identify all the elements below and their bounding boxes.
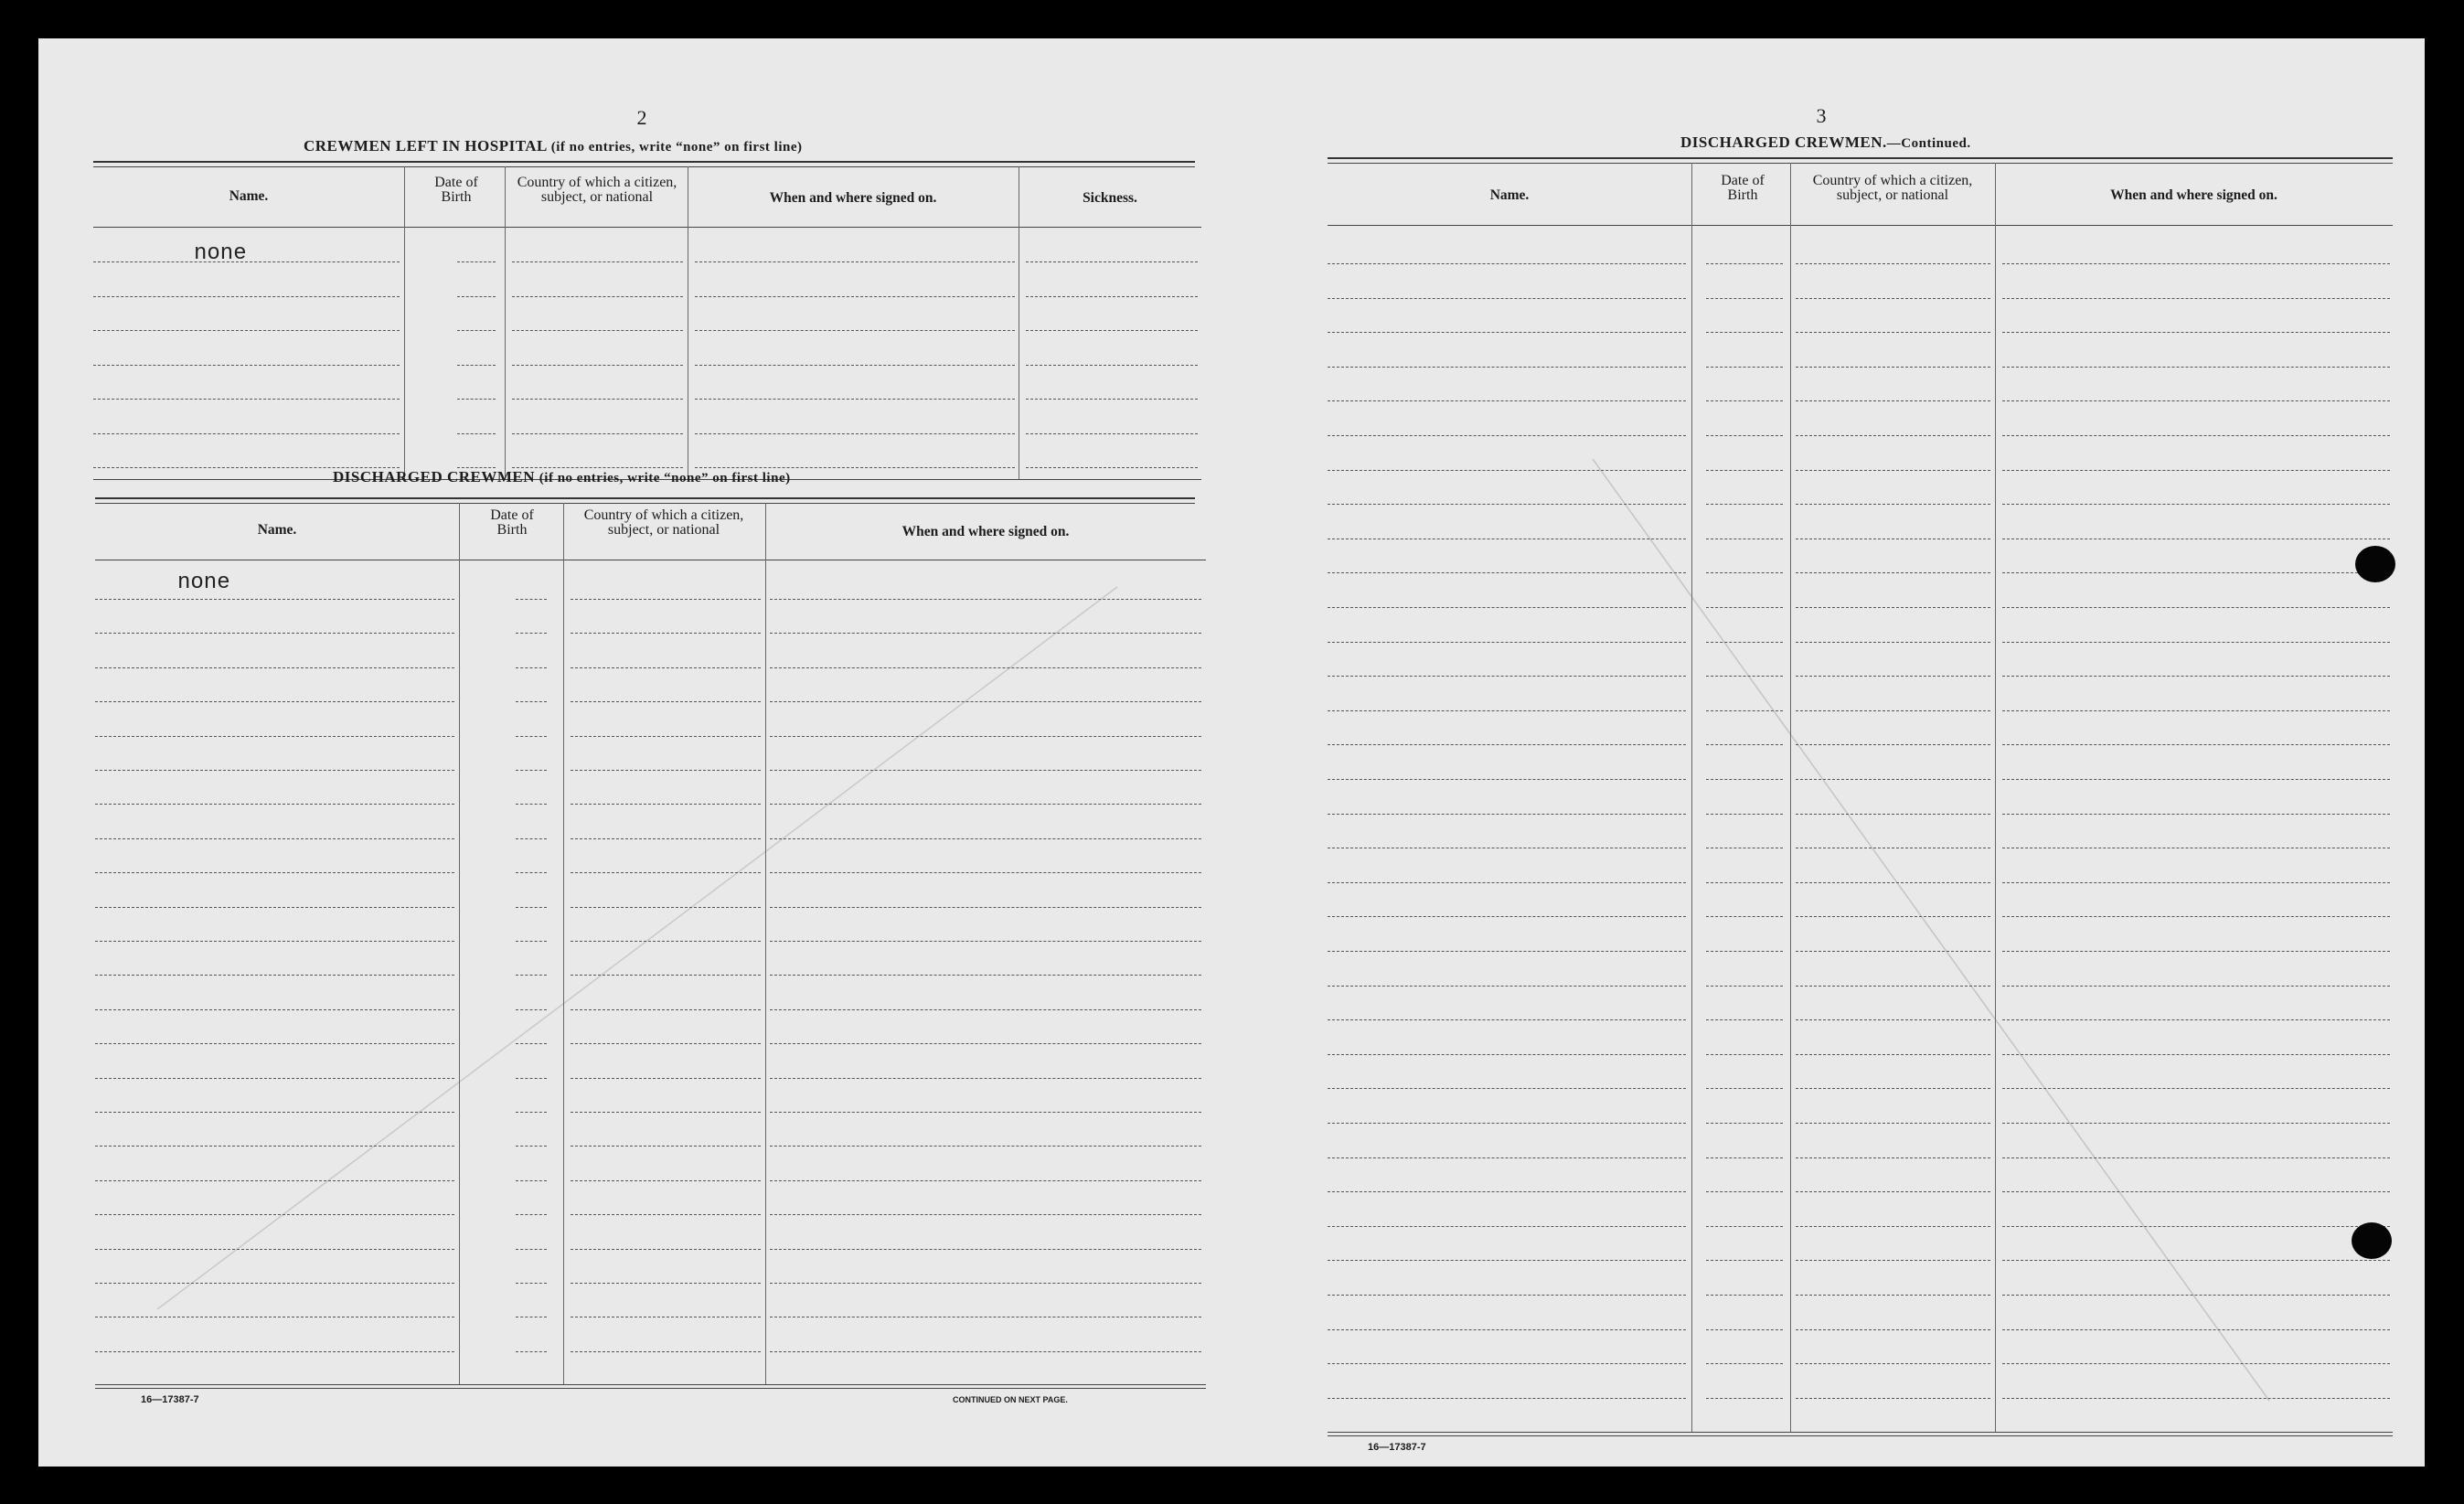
ruled-line <box>1706 400 1783 401</box>
ruled-line <box>457 296 496 297</box>
ruled-line <box>1706 642 1783 643</box>
hospital-title-note: (if no entries, write “none” on first line) <box>550 140 803 155</box>
ruled-line <box>770 1180 1201 1181</box>
ruled-line <box>2002 1191 2390 1192</box>
ruled-line <box>1328 504 1686 505</box>
ruled-line <box>571 667 761 668</box>
ruled-line <box>2002 504 2390 505</box>
ruled-line <box>1796 1019 1990 1020</box>
ruled-line <box>571 1009 761 1010</box>
ruled-line <box>2002 1123 2390 1124</box>
ruled-line <box>1796 572 1990 573</box>
ruled-line <box>1796 504 1990 505</box>
ruled-line <box>2002 1157 2390 1158</box>
ruled-line <box>2002 1088 2390 1089</box>
discharged-entry-name: none <box>177 571 230 595</box>
ruled-line <box>95 1112 454 1113</box>
ruled-line <box>1796 744 1990 745</box>
ruled-line <box>1328 572 1686 573</box>
ruled-line <box>95 941 454 942</box>
ruled-line <box>516 1351 547 1352</box>
ruled-line <box>1328 1398 1686 1399</box>
ruled-line <box>1026 365 1198 366</box>
ruled-line <box>516 633 547 634</box>
ruled-line <box>95 804 454 805</box>
ruled-line <box>95 1009 454 1010</box>
ruled-line <box>516 1180 547 1181</box>
ruled-line <box>1328 779 1686 780</box>
punch-hole <box>2352 1222 2392 1259</box>
left-page <box>38 38 1181 1467</box>
ruled-line <box>1796 1295 1990 1296</box>
hospital-col-sickness: Sickness. <box>1083 190 1137 206</box>
ruled-line <box>2002 1329 2390 1330</box>
ruled-line <box>457 330 496 331</box>
ruled-line <box>2002 951 2390 952</box>
ruled-line <box>516 838 547 839</box>
ruled-line <box>1796 779 1990 780</box>
ruled-line <box>1706 1329 1783 1330</box>
ruled-line <box>1796 470 1990 471</box>
ruled-line <box>93 365 400 366</box>
ruled-line <box>1796 367 1990 368</box>
ruled-line <box>512 296 683 297</box>
ruled-line <box>1796 1054 1990 1055</box>
ruled-line <box>2002 642 2390 643</box>
right-title-suffix: —Continued. <box>1886 136 1971 151</box>
ruled-line <box>2002 986 2390 987</box>
ruled-line <box>1796 951 1990 952</box>
ruled-line <box>1328 1157 1686 1158</box>
ruled-line <box>571 701 761 702</box>
ruled-line <box>512 330 683 331</box>
ruled-line <box>1706 951 1783 952</box>
discharged-col-name: Name. <box>257 522 297 538</box>
ruled-line <box>1328 1123 1686 1124</box>
ruled-line <box>1796 435 1990 436</box>
ruled-line <box>571 770 761 771</box>
ruled-line <box>1328 1295 1686 1296</box>
ruled-line <box>571 1112 761 1113</box>
ruled-line <box>1328 332 1686 333</box>
ruled-line <box>457 433 496 434</box>
ruled-line <box>571 1249 761 1250</box>
ruled-line <box>95 975 454 976</box>
ruled-line <box>95 736 454 737</box>
ruled-line <box>1706 676 1783 677</box>
ruled-line <box>2002 1019 2390 1020</box>
ruled-line <box>2002 779 2390 780</box>
ruled-line <box>516 1078 547 1079</box>
ruled-line <box>2002 1398 2390 1399</box>
ruled-line <box>695 330 1015 331</box>
ruled-line <box>1706 332 1783 333</box>
discharged-title-text: DISCHARGED CREWMEN <box>333 468 536 485</box>
ruled-line <box>1026 433 1198 434</box>
ruled-line <box>770 736 1201 737</box>
ruled-line <box>1706 504 1783 505</box>
ruled-line <box>1706 1191 1783 1192</box>
ruled-line <box>571 1146 761 1147</box>
ruled-line <box>95 1180 454 1181</box>
ruled-line <box>770 1283 1201 1284</box>
ruled-line <box>2002 400 2390 401</box>
ruled-line <box>571 975 761 976</box>
ruled-line <box>571 872 761 873</box>
ruled-line <box>571 1283 761 1284</box>
ruled-line <box>95 872 454 873</box>
ruled-line <box>516 667 547 668</box>
ruled-line <box>1796 676 1990 677</box>
ruled-line <box>516 1112 547 1113</box>
ruled-line <box>516 1146 547 1147</box>
hospital-col-country: Country of which a citizen, subject, or national <box>517 175 677 205</box>
ruled-line <box>95 838 454 839</box>
ruled-line <box>1026 261 1198 262</box>
hospital-title-text: CREWMEN LEFT IN HOSPITAL <box>304 137 547 155</box>
discharged-title-note: (if no entries, write “none” on first line) <box>539 471 791 485</box>
page-number: 3 <box>1816 104 1827 127</box>
ruled-line <box>770 1043 1201 1044</box>
ruled-line <box>1328 676 1686 677</box>
ruled-line <box>1026 296 1198 297</box>
ruled-line <box>1796 1260 1990 1261</box>
ruled-line <box>2002 814 2390 815</box>
ruled-line <box>516 701 547 702</box>
ruled-line <box>1328 916 1686 917</box>
ruled-line <box>770 1146 1201 1147</box>
ruled-line <box>516 975 547 976</box>
ruled-line <box>571 1078 761 1079</box>
ruled-line <box>770 667 1201 668</box>
ruled-line <box>1706 814 1783 815</box>
ruled-line <box>1328 263 1686 264</box>
ruled-line <box>2002 263 2390 264</box>
ruled-line <box>770 701 1201 702</box>
ruled-line <box>770 1009 1201 1010</box>
ruled-line <box>770 770 1201 771</box>
ruled-line <box>2002 1054 2390 1055</box>
right-section-title <box>1680 133 1971 152</box>
ruled-line <box>1796 263 1990 264</box>
ruled-line <box>770 941 1201 942</box>
ruled-line <box>770 599 1201 600</box>
ruled-line <box>571 838 761 839</box>
hospital-section-title <box>304 137 803 155</box>
ruled-line <box>2002 744 2390 745</box>
ruled-line <box>1328 1019 1686 1020</box>
ruled-line <box>1706 710 1783 711</box>
ruled-line <box>95 907 454 908</box>
ruled-line <box>1796 298 1990 299</box>
ruled-line <box>1796 710 1990 711</box>
ruled-line <box>1706 986 1783 987</box>
ruled-line <box>1796 1398 1990 1399</box>
ruled-line <box>770 1112 1201 1113</box>
ruled-line <box>1796 814 1990 815</box>
discharged-col-dob: Date of Birth <box>490 507 534 538</box>
ruled-line <box>1706 916 1783 917</box>
ruled-line <box>1706 1019 1783 1020</box>
discharged-col-country: Country of which a citizen, subject, or national <box>583 507 744 538</box>
ruled-line <box>2002 1295 2390 1296</box>
ruled-line <box>1328 744 1686 745</box>
ruled-line <box>1796 1191 1990 1192</box>
ruled-line <box>1328 1088 1686 1089</box>
ruled-line <box>516 872 547 873</box>
ruled-line <box>2002 710 2390 711</box>
hospital-col-dob: Date of Birth <box>434 175 478 205</box>
ruled-line <box>1328 986 1686 987</box>
ruled-line <box>770 838 1201 839</box>
ruled-line <box>95 1283 454 1284</box>
ruled-line <box>571 1351 761 1352</box>
ruled-line <box>1328 470 1686 471</box>
discharged-col-signed-on: When and where signed on. <box>901 524 1070 539</box>
hospital-col-signed-on: When and where signed on. <box>769 190 937 206</box>
ruled-line <box>93 296 400 297</box>
ruled-line <box>516 804 547 805</box>
discharged-section-title <box>333 468 791 486</box>
ruled-line <box>1706 298 1783 299</box>
ruled-line <box>571 907 761 908</box>
continued-note: CONTINUED ON NEXT PAGE. <box>953 1395 1068 1404</box>
ruled-line <box>1796 986 1990 987</box>
ruled-line <box>95 1078 454 1079</box>
ruled-line <box>512 261 683 262</box>
ruled-line <box>1706 1088 1783 1089</box>
ruled-line <box>516 1043 547 1044</box>
right-page <box>1282 38 2425 1467</box>
ruled-line <box>516 1283 547 1284</box>
ruled-line <box>1328 435 1686 436</box>
ruled-line <box>1328 1329 1686 1330</box>
ruled-line <box>2002 367 2390 368</box>
ruled-line <box>770 1351 1201 1352</box>
ruled-line <box>1706 1226 1783 1227</box>
ruled-line <box>1796 1157 1990 1158</box>
ruled-line <box>1026 330 1198 331</box>
ruled-line <box>695 433 1015 434</box>
ruled-line <box>516 599 547 600</box>
ruled-line <box>1796 1123 1990 1124</box>
ruled-line <box>1796 1363 1990 1364</box>
ruled-line <box>1796 607 1990 608</box>
right-col-signed-on: When and where signed on. <box>2110 187 2277 203</box>
ruled-line <box>1026 399 1198 400</box>
ruled-line <box>95 1214 454 1215</box>
ruled-line <box>1328 1054 1686 1055</box>
ruled-line <box>95 770 454 771</box>
ruled-line <box>571 633 761 634</box>
ruled-line <box>2002 435 2390 436</box>
ruled-line <box>1706 1398 1783 1399</box>
ruled-line <box>93 330 400 331</box>
page-number: 2 <box>636 106 647 129</box>
ruled-line <box>1706 470 1783 471</box>
ruled-line <box>1796 916 1990 917</box>
ruled-line <box>1706 779 1783 780</box>
ruled-line <box>93 399 400 400</box>
ruled-line <box>1328 298 1686 299</box>
ruled-line <box>1706 572 1783 573</box>
ruled-line <box>95 701 454 702</box>
ruled-line <box>1706 882 1783 883</box>
ruled-line <box>695 261 1015 262</box>
ruled-line <box>1328 367 1686 368</box>
ruled-line <box>1796 400 1990 401</box>
right-col-country: Country of which a citizen, subject, or national <box>1812 173 1973 203</box>
ruled-line <box>1796 882 1990 883</box>
ruled-line <box>1706 1260 1783 1261</box>
ruled-line <box>516 1214 547 1215</box>
ruled-line <box>1328 814 1686 815</box>
ruled-line <box>770 1078 1201 1079</box>
ruled-line <box>1706 1123 1783 1124</box>
ruled-line <box>95 1351 454 1352</box>
ruled-line <box>770 872 1201 873</box>
ruled-line <box>1706 1054 1783 1055</box>
ruled-line <box>1328 710 1686 711</box>
ruled-line <box>1706 1363 1783 1364</box>
ruled-line <box>512 433 683 434</box>
ruled-line <box>516 941 547 942</box>
form-number: 16—17387-7 <box>1368 1442 1426 1453</box>
ruled-line <box>571 941 761 942</box>
ruled-line <box>512 365 683 366</box>
ruled-line <box>1796 1329 1990 1330</box>
ruled-line <box>695 399 1015 400</box>
ruled-line <box>1706 367 1783 368</box>
ruled-line <box>457 399 496 400</box>
ruled-line <box>1328 400 1686 401</box>
ruled-line <box>1328 1191 1686 1192</box>
ruled-line <box>1328 951 1686 952</box>
ruled-line <box>95 599 454 600</box>
ruled-line <box>770 804 1201 805</box>
ruled-line <box>1026 467 1198 468</box>
ruled-line <box>571 1043 761 1044</box>
ruled-line <box>770 1214 1201 1215</box>
ruled-line <box>1328 882 1686 883</box>
ruled-line <box>516 770 547 771</box>
ruled-line <box>95 667 454 668</box>
ruled-line <box>93 433 400 434</box>
ruled-line <box>95 1146 454 1147</box>
ruled-line <box>2002 1363 2390 1364</box>
ruled-line <box>95 633 454 634</box>
ruled-line <box>2002 298 2390 299</box>
ruled-line <box>1796 1226 1990 1227</box>
ruled-line <box>457 365 496 366</box>
form-sheet <box>38 38 2425 1467</box>
right-title-text: DISCHARGED CREWMEN. <box>1680 133 1887 151</box>
ruled-line <box>571 804 761 805</box>
ruled-line <box>770 633 1201 634</box>
ruled-line <box>95 1043 454 1044</box>
right-col-name: Name. <box>1489 187 1530 203</box>
ruled-line <box>770 975 1201 976</box>
ruled-line <box>1706 1157 1783 1158</box>
ruled-line <box>1796 332 1990 333</box>
ruled-line <box>2002 332 2390 333</box>
ruled-line <box>1796 642 1990 643</box>
ruled-line <box>695 365 1015 366</box>
ruled-line <box>516 736 547 737</box>
ruled-line <box>457 261 496 262</box>
hospital-col-name: Name. <box>229 188 269 204</box>
ruled-line <box>93 261 400 262</box>
ruled-line <box>2002 470 2390 471</box>
ruled-line <box>1706 263 1783 264</box>
ruled-line <box>1796 1088 1990 1089</box>
ruled-line <box>1706 607 1783 608</box>
right-col-dob: Date of Birth <box>1721 173 1765 203</box>
ruled-line <box>2002 882 2390 883</box>
ruled-line <box>516 907 547 908</box>
ruled-line <box>571 599 761 600</box>
ruled-line <box>770 907 1201 908</box>
ruled-line <box>1706 435 1783 436</box>
ruled-line <box>770 1249 1201 1250</box>
ruled-line <box>1706 1295 1783 1296</box>
ruled-line <box>1328 1260 1686 1261</box>
ruled-line <box>516 1009 547 1010</box>
ruled-line <box>2002 916 2390 917</box>
hospital-entry-name: none <box>194 241 247 266</box>
ruled-line <box>512 399 683 400</box>
ruled-line <box>695 296 1015 297</box>
ruled-line <box>571 736 761 737</box>
ruled-line <box>1328 607 1686 608</box>
ruled-line <box>1706 744 1783 745</box>
punch-hole <box>2355 546 2395 582</box>
ruled-line <box>571 1180 761 1181</box>
ruled-line <box>2002 607 2390 608</box>
ruled-line <box>1328 1363 1686 1364</box>
ruled-line <box>2002 1226 2390 1227</box>
ruled-line <box>1328 1226 1686 1227</box>
ruled-line <box>1328 642 1686 643</box>
ruled-line <box>2002 572 2390 573</box>
ruled-line <box>95 1249 454 1250</box>
form-number: 16—17387-7 <box>141 1394 199 1405</box>
ruled-line <box>2002 676 2390 677</box>
ruled-line <box>2002 1260 2390 1261</box>
ruled-line <box>516 1249 547 1250</box>
ruled-line <box>571 1214 761 1215</box>
